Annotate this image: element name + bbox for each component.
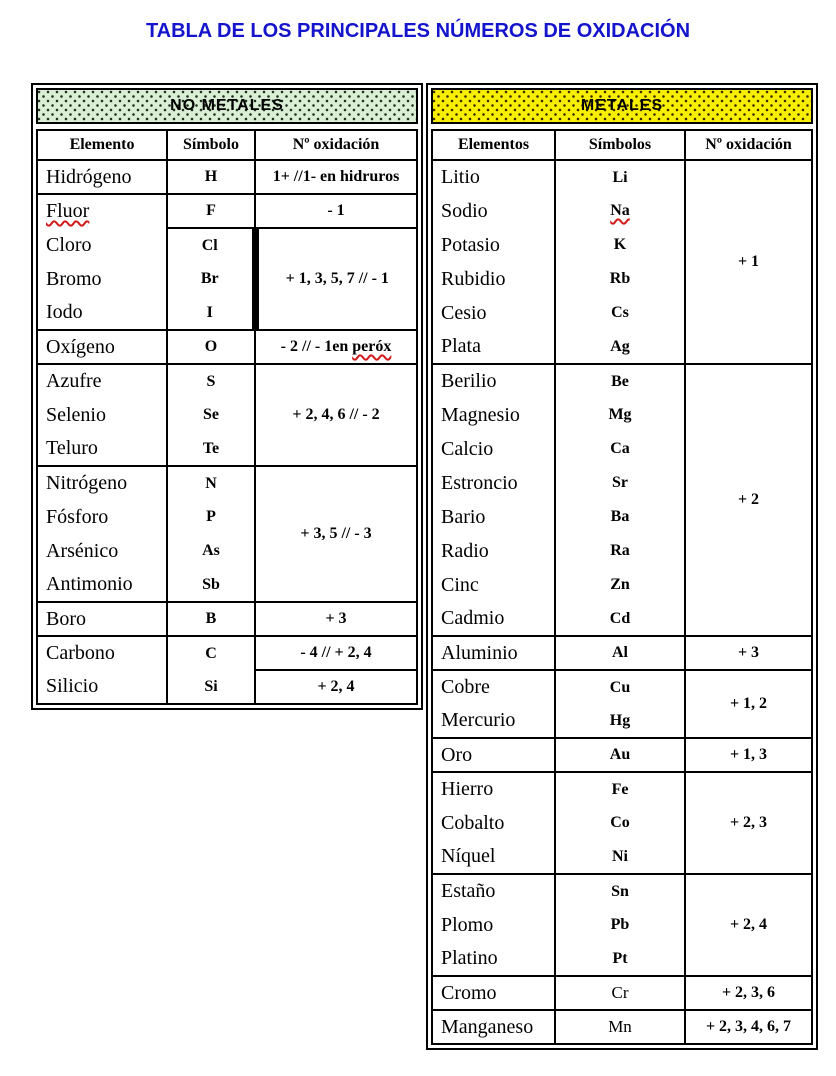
panel-nonmetals (31, 83, 423, 710)
oxidation-cell: + 2, 3, 4, 6, 7 (685, 1010, 812, 1044)
symbol-cell: Au (555, 738, 685, 772)
element-name-cell: Bromo (37, 262, 167, 296)
element-name-cell: Hidrógeno (37, 160, 167, 194)
element-name-cell: Plata (432, 330, 555, 364)
element-name-cell: Rubidio (432, 262, 555, 296)
symbol-cell: I (167, 296, 255, 330)
symbol-misspelled: Na (610, 202, 630, 219)
column-header-symbol: Símbolo (167, 130, 255, 160)
symbol-cell: Ca (555, 432, 685, 466)
table-row (37, 160, 417, 194)
symbol-cell: P (167, 500, 255, 534)
symbol-cell: Ba (555, 500, 685, 534)
symbol-cell: Pb (555, 908, 685, 942)
table-nonmetals (36, 129, 418, 705)
oxidation-text: - 2 // - 1en (280, 338, 349, 355)
element-name-cell: Cobalto (432, 806, 555, 840)
oxidation-cell: + 1, 3, 5, 7 // - 1 (255, 228, 417, 330)
element-name-cell: Platino (432, 942, 555, 976)
symbol-cell: C (167, 636, 255, 670)
table-row (37, 636, 417, 670)
element-name-cell: Antimonio (37, 568, 167, 602)
oxidation-misspelled: peróx (352, 338, 392, 355)
element-name-cell: Oro (432, 738, 555, 772)
tables-container (31, 83, 819, 1050)
symbol-cell: Fe (555, 772, 685, 806)
element-name-cell: Arsénico (37, 534, 167, 568)
section-header-metals (431, 88, 813, 124)
table-row (432, 1010, 812, 1044)
symbol-cell: Al (555, 636, 685, 670)
table-row (432, 976, 812, 1010)
symbol-cell: F (167, 194, 255, 228)
oxidation-cell: + 3, 5 // - 3 (255, 466, 417, 602)
element-name-cell: Cloro (37, 228, 167, 262)
oxidation-cell (255, 330, 417, 364)
element-name-cell: Iodo (37, 296, 167, 330)
oxidation-cell: + 2, 3, 6 (685, 976, 812, 1010)
element-name-cell: Litio (432, 160, 555, 194)
symbol-cell: Li (555, 160, 685, 194)
symbol-cell: Sr (555, 466, 685, 500)
table-row (432, 160, 812, 194)
element-name-cell: Potasio (432, 228, 555, 262)
element-name-cell: Oxígeno (37, 330, 167, 364)
symbol-cell: K (555, 228, 685, 262)
element-name-cell: Cinc (432, 568, 555, 602)
section-title-nonmetals: NO METALES (170, 97, 284, 114)
table-row (37, 228, 417, 262)
symbol-cell: Co (555, 806, 685, 840)
column-header-symbol: Símbolos (555, 130, 685, 160)
element-name-cell: Cadmio (432, 602, 555, 636)
symbol-cell: Sb (167, 568, 255, 602)
header-row (432, 130, 812, 160)
symbol-cell: Be (555, 364, 685, 398)
table-row (37, 194, 417, 228)
symbol-cell: Mg (555, 398, 685, 432)
oxidation-cell: + 2, 3 (685, 772, 812, 874)
element-name-cell: Silicio (37, 670, 167, 704)
element-name-cell: Hierro (432, 772, 555, 806)
oxidation-cell: 1+ //1- en hidruros (255, 160, 417, 194)
column-header-oxidation: Nº oxidación (685, 130, 812, 160)
element-name-cell: Calcio (432, 432, 555, 466)
symbol-cell: Cs (555, 296, 685, 330)
element-name-cell: Bario (432, 500, 555, 534)
symbol-cell: Cd (555, 602, 685, 636)
symbol-cell: O (167, 330, 255, 364)
symbol-cell: Hg (555, 704, 685, 738)
symbol-cell: N (167, 466, 255, 500)
element-name-cell: Carbono (37, 636, 167, 670)
symbol-cell: S (167, 364, 255, 398)
element-name-cell: Plomo (432, 908, 555, 942)
element-name-cell: Manganeso (432, 1010, 555, 1044)
table-row (432, 670, 812, 704)
symbol-cell: Ag (555, 330, 685, 364)
column-header-element: Elementos (432, 130, 555, 160)
oxidation-cell: - 1 (255, 194, 417, 228)
symbol-cell: Se (167, 398, 255, 432)
oxidation-cell: + 1, 3 (685, 738, 812, 772)
symbol-cell: Cr (555, 976, 685, 1010)
oxidation-cell: + 2, 4 (685, 874, 812, 976)
element-name-cell: Azufre (37, 364, 167, 398)
element-name-cell: Magnesio (432, 398, 555, 432)
element-name-cell: Cobre (432, 670, 555, 704)
symbol-cell: As (167, 534, 255, 568)
symbol-cell: Pt (555, 942, 685, 976)
symbol-cell: H (167, 160, 255, 194)
symbol-cell: Ra (555, 534, 685, 568)
symbol-cell: Si (167, 670, 255, 704)
symbol-cell: Zn (555, 568, 685, 602)
table-row (37, 330, 417, 364)
table-row (37, 602, 417, 636)
element-name-cell: Estaño (432, 874, 555, 908)
section-header-nonmetals (36, 88, 418, 124)
table-row (37, 466, 417, 500)
element-name-cell: Teluro (37, 432, 167, 466)
table-metals (431, 129, 813, 1045)
column-header-element: Elemento (37, 130, 167, 160)
element-name-cell: Mercurio (432, 704, 555, 738)
oxidation-cell: + 2, 4 (255, 670, 417, 704)
oxidation-cell: + 2, 4, 6 // - 2 (255, 364, 417, 466)
symbol-cell: Sn (555, 874, 685, 908)
element-name-cell: Níquel (432, 840, 555, 874)
element-name-cell: Estroncio (432, 466, 555, 500)
column-header-oxidation: Nº oxidación (255, 130, 417, 160)
element-name-cell: Nitrógeno (37, 466, 167, 500)
table-row (432, 636, 812, 670)
oxidation-cell: + 3 (255, 602, 417, 636)
symbol-cell: Ni (555, 840, 685, 874)
element-name-cell: Selenio (37, 398, 167, 432)
oxidation-cell: + 3 (685, 636, 812, 670)
symbol-cell: Rb (555, 262, 685, 296)
symbol-cell (555, 194, 685, 228)
page-title: TABLA DE LOS PRINCIPALES NÚMEROS DE OXIDACIÓN (145, 20, 691, 42)
table-row (37, 670, 417, 704)
table-row (432, 738, 812, 772)
table-row (432, 772, 812, 806)
symbol-cell: Br (167, 262, 255, 296)
element-name-cell: Radio (432, 534, 555, 568)
symbol-cell: Mn (555, 1010, 685, 1044)
oxidation-cell: + 1, 2 (685, 670, 812, 738)
symbol-cell: B (167, 602, 255, 636)
oxidation-cell: + 2 (685, 364, 812, 636)
element-name-cell: Cesio (432, 296, 555, 330)
element-name-cell: Sodio (432, 194, 555, 228)
symbol-cell: Cl (167, 228, 255, 262)
element-name-cell: Cromo (432, 976, 555, 1010)
element-name-cell: Fósforo (37, 500, 167, 534)
element-name-cell: Aluminio (432, 636, 555, 670)
oxidation-cell: + 1 (685, 160, 812, 364)
table-row (432, 874, 812, 908)
header-row (37, 130, 417, 160)
section-title-metals: METALES (580, 97, 664, 114)
panel-metals (426, 83, 818, 1050)
symbol-cell: Cu (555, 670, 685, 704)
table-row (37, 364, 417, 398)
table-row (432, 364, 812, 398)
symbol-cell: Te (167, 432, 255, 466)
element-name-cell (37, 194, 167, 228)
oxidation-cell: - 4 // + 2, 4 (255, 636, 417, 670)
element-name-misspelled: Fluor (46, 200, 90, 222)
element-name-cell: Berilio (432, 364, 555, 398)
element-name-cell: Boro (37, 602, 167, 636)
